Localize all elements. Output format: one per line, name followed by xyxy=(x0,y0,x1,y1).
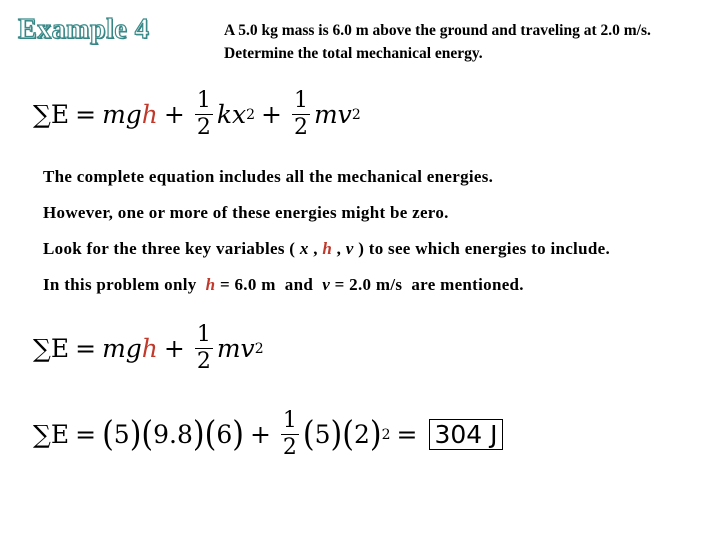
equals-sign: = xyxy=(75,334,97,363)
value-v: 2 xyxy=(353,420,370,449)
fraction-half xyxy=(195,322,213,375)
paren-close: ) xyxy=(129,413,142,455)
fraction-denominator: 2 xyxy=(293,115,308,140)
equals-sign: = xyxy=(75,420,97,449)
paren-close: ) xyxy=(369,413,382,455)
exponent: 2 xyxy=(381,426,391,443)
term-mg: mg xyxy=(102,334,142,363)
equals-sign: = xyxy=(396,420,418,449)
paren-close: ) xyxy=(232,413,244,455)
line3-prefix: Look for the three key variables ( xyxy=(43,239,296,258)
v-value: = 2.0 m/s xyxy=(334,275,403,294)
paren-open: ( xyxy=(342,413,354,455)
line4-prefix: In this problem only xyxy=(43,275,197,294)
separator: , xyxy=(336,239,342,258)
fraction-denominator: 2 xyxy=(282,435,297,460)
slide-title: Example 4 xyxy=(18,14,150,45)
var-h: h xyxy=(322,239,333,258)
fraction-denominator: 2 xyxy=(196,349,211,374)
plus-sign: + xyxy=(163,100,185,129)
exponent: 2 xyxy=(254,340,264,357)
term-h: h xyxy=(141,334,158,363)
fraction-half xyxy=(281,408,299,461)
paren-open: ( xyxy=(102,413,114,455)
separator: , xyxy=(313,239,318,258)
sum-e: ∑E xyxy=(33,100,70,129)
var-v: v xyxy=(322,275,331,294)
var-h: h xyxy=(205,275,216,294)
term-mv: mv xyxy=(216,334,255,363)
explanation-line-4 xyxy=(43,275,524,295)
equation-reduced xyxy=(33,322,264,375)
line3-suffix: ) to see which energies to include. xyxy=(358,239,610,258)
problem-statement: A 5.0 kg mass is 6.0 m above the ground and traveling at 2.0 m/s. Determine the total mechanical energy. xyxy=(224,22,651,62)
equation-full xyxy=(33,88,361,141)
sum-e: ∑E xyxy=(33,420,70,449)
fraction-numerator: 1 xyxy=(196,322,211,347)
term-h: h xyxy=(141,100,158,129)
fraction-denominator: 2 xyxy=(196,115,211,140)
term-mv: mv xyxy=(313,100,352,129)
paren-close: ) xyxy=(192,413,205,455)
equals-sign: = xyxy=(75,100,97,129)
term-mg: mg xyxy=(102,100,142,129)
fraction-numerator: 1 xyxy=(282,408,297,433)
plus-sign: + xyxy=(249,420,271,449)
paren-open: ( xyxy=(302,413,315,455)
paren-open: ( xyxy=(204,413,217,455)
fraction-numerator: 1 xyxy=(196,88,211,113)
result-box: 304 J xyxy=(429,419,502,450)
h-value: = 6.0 m xyxy=(219,275,276,294)
paren-open: ( xyxy=(141,413,154,455)
explanation-line-3 xyxy=(43,239,610,259)
fraction-numerator: 1 xyxy=(293,88,308,113)
plus-sign: + xyxy=(261,100,282,129)
sum-e: ∑E xyxy=(33,334,70,363)
value-m: 5 xyxy=(113,420,130,449)
explanation-line-1: The complete equation includes all the mechanical energies. xyxy=(43,167,494,186)
exponent: 2 xyxy=(246,106,256,123)
equation-numeric xyxy=(33,408,503,461)
fraction-half xyxy=(292,88,310,141)
plus-sign: + xyxy=(163,334,185,363)
value-g: 9.8 xyxy=(153,420,193,449)
line4-suffix: are mentioned. xyxy=(411,275,524,294)
exponent: 2 xyxy=(351,106,361,123)
var-v: v xyxy=(345,239,354,258)
value-m: 5 xyxy=(314,420,331,449)
var-x: x xyxy=(299,239,309,258)
paren-close: ) xyxy=(330,413,343,455)
fraction-half xyxy=(195,88,213,141)
explanation-line-2: However, one or more of these energies might be zero. xyxy=(43,203,449,222)
and-word: and xyxy=(284,275,314,294)
term-kx: kx xyxy=(216,100,247,129)
value-h: 6 xyxy=(216,420,233,449)
